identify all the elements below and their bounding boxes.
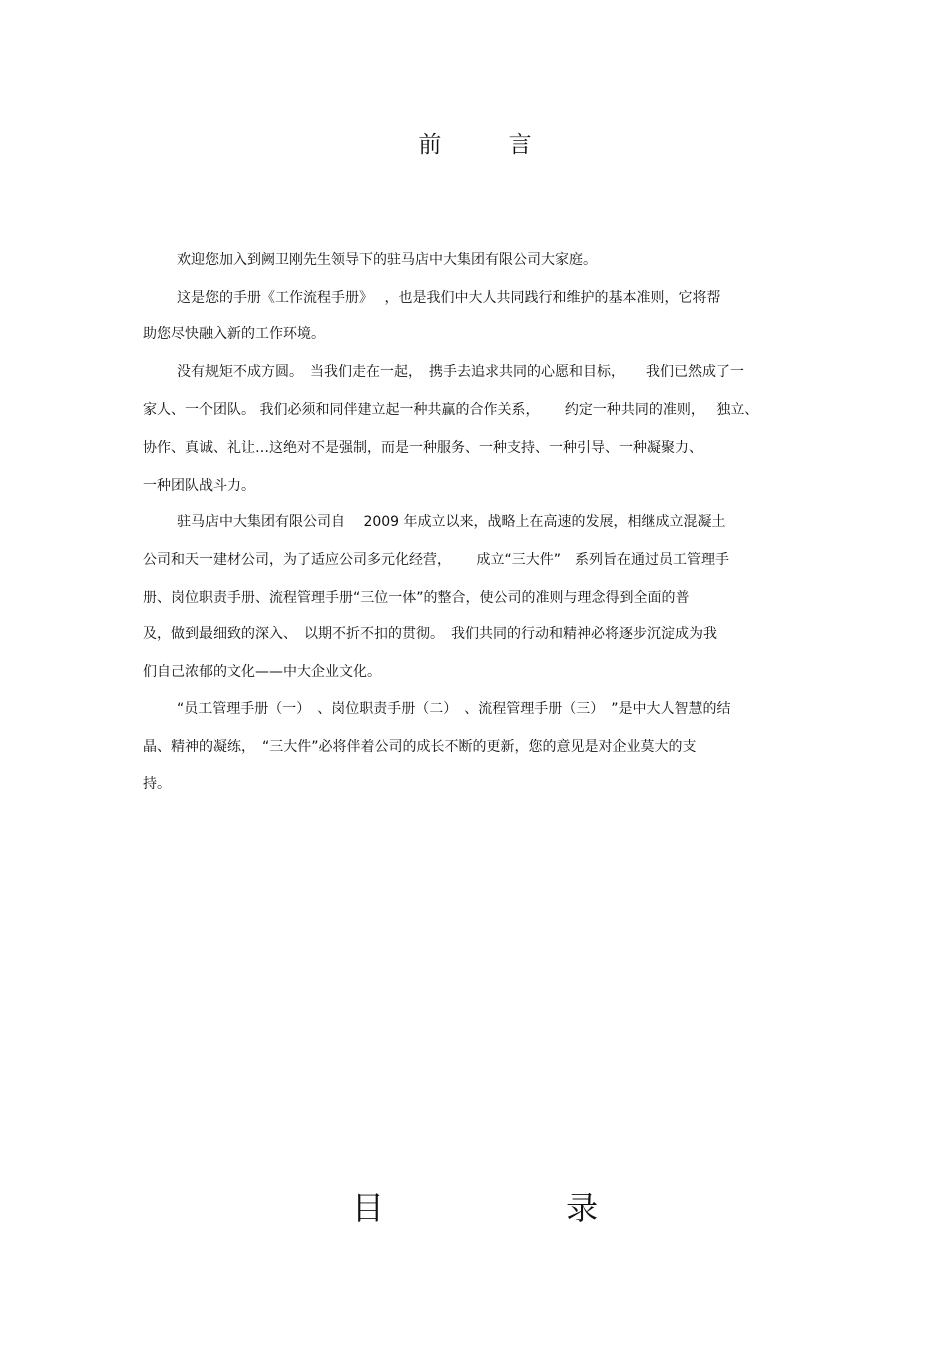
toc-title: 目 录	[351, 1189, 685, 1227]
preface-line: 家人、一个团队。 我们必须和同伴建立起一种共赢的合作关系， 约定一种共同的准则， 独立、	[143, 402, 759, 418]
preface-line: 晶、精神的凝练， “三大件”必将伴着公司的成长不断的更新，您的意见是对企业莫大的支	[143, 739, 697, 755]
preface-line: 公司和天一建材公司，为了适应公司多元化经营， 成立“三大件” 系列旨在通过员工管理手	[143, 552, 729, 568]
preface-line: 一种团队战斗力。	[143, 478, 255, 494]
preface-line: 协作、真诚、礼让…这绝对不是强制，而是一种服务、一种支持、一种引导、一种凝聚力、	[143, 440, 703, 456]
preface-line: 驻马店中大集团有限公司自 2009 年成立以来，战略上在高速的发展，相继成立混凝土	[177, 514, 726, 530]
preface-title: 前 言	[418, 132, 562, 158]
preface-line: 助您尽快融入新的工作环境。	[143, 326, 325, 342]
preface-line: 这是您的手册《工作流程手册》 ，也是我们中大人共同践行和维护的基本准则，它将帮	[177, 290, 721, 306]
preface-line: 册、岗位职责手册、流程管理手册“三位一体”的整合，使公司的准则与理念得到全面的普	[143, 590, 690, 606]
preface-line: 欢迎您加入到阙卫刚先生领导下的驻马店中大集团有限公司大家庭。	[177, 252, 597, 268]
preface-line: 及，做到最细致的深入、 以期不折不扣的贯彻。 我们共同的行动和精神必将逐步沉淀成为我	[143, 626, 717, 642]
preface-line: 没有规矩不成方圆。 当我们走在一起， 携手去追求共同的心愿和目标， 我们已然成了一	[177, 364, 744, 380]
preface-line: 们自己浓郁的文化——中大企业文化。	[143, 664, 381, 680]
preface-line: 持。	[143, 776, 171, 792]
preface-line: “员工管理手册（一） 、岗位职责手册（二） 、流程管理手册（三） ”是中大人智慧的结	[177, 701, 731, 717]
